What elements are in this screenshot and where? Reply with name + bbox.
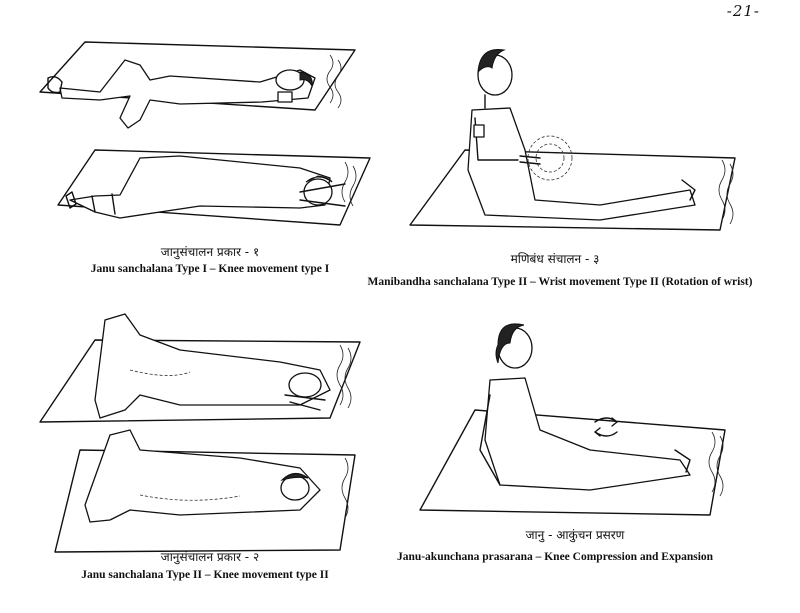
caption-hindi: जानुसंचालन प्रकार - १ <box>160 245 260 259</box>
seated-figure-drawing <box>390 0 800 240</box>
illustration-knee-compression-expansion <box>390 300 800 613</box>
illustration-knee-movement-type-2 <box>0 300 390 613</box>
illustration-knee-movement-type-1 <box>0 0 390 275</box>
caption-english: Manibandha sanchalana Type II – Wrist movement Type II (Rotation of wrist) <box>367 276 753 288</box>
caption-english: Janu sanchalana Type I – Knee movement type I <box>90 263 330 275</box>
caption-hindi: जानु - आकुंचन प्रसरण <box>525 528 625 542</box>
caption-english: Janu-akunchana prasarana – Knee Compression and Expansion <box>396 551 714 563</box>
illustration-wrist-movement-type-2 <box>367 0 800 300</box>
lying-figures-drawing <box>0 0 390 240</box>
seated-knee-drawing <box>390 300 800 520</box>
caption-hindi: मणिबंध संचालन - ३ <box>510 252 600 266</box>
side-lying-figures-drawing <box>0 300 390 545</box>
caption-english: Janu sanchalana Type II – Knee movement type II <box>81 569 329 581</box>
page-number: -21- <box>726 2 760 20</box>
caption-hindi: जानुसंचालन प्रकार - २ <box>160 550 260 564</box>
